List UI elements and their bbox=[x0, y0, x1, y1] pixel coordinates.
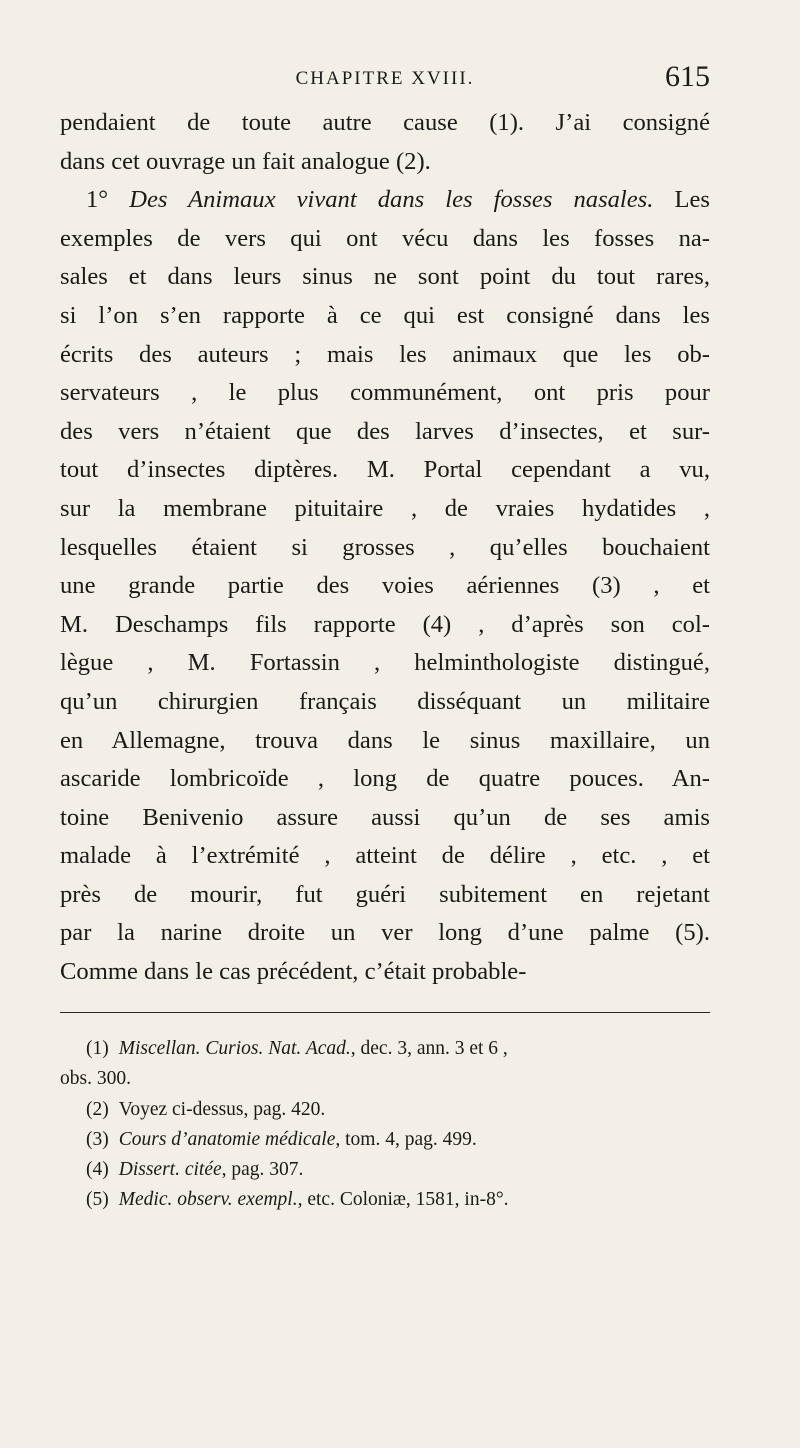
section-title: Des Animaux vivant dans les fosses nasales. bbox=[129, 186, 654, 214]
section-heading-continuation: Les bbox=[674, 186, 710, 214]
text-line: près de mourir, fut guéri subitement en rejetant bbox=[60, 880, 710, 908]
text-line: sales et dans leurs sinus ne sont point du tout rares, bbox=[60, 263, 710, 291]
section-heading-line bbox=[60, 181, 710, 220]
text-line: qu’un chirurgien français disséquant un militaire bbox=[60, 687, 710, 715]
footnote-number: (3) bbox=[86, 1128, 109, 1150]
text-line: servateurs , le plus communément, ont pris pour bbox=[60, 379, 710, 407]
text-line: toine Benivenio assure aussi qu’un de ses amis bbox=[60, 803, 710, 831]
footnote-number: (2) bbox=[86, 1098, 109, 1120]
footnote-text: Voyez ci-dessus, pag. 420. bbox=[118, 1098, 326, 1120]
footnote-source: Miscellan. Curios. Nat. Acad. bbox=[118, 1038, 351, 1059]
text-line: tout d’insectes diptères. M. Portal cependant a vu, bbox=[60, 456, 710, 484]
footnote-source: Cours d’anatomie médicale bbox=[118, 1128, 336, 1150]
footnote-1 bbox=[60, 1034, 720, 1064]
footnote-text: , etc. Coloniæ, 1581, in-8°. bbox=[297, 1189, 509, 1211]
text-line: ascaride lombricoïde , long de quatre pouces. An- bbox=[60, 765, 710, 793]
text-line: sur la membrane pituitaire , de vraies hydatides , bbox=[60, 494, 710, 522]
text-line: malade à l’extrémité , atteint de délire , etc. , et bbox=[60, 842, 710, 870]
footnote-3 bbox=[60, 1125, 720, 1155]
footnote-source: Medic. observ. exempl. bbox=[118, 1189, 298, 1211]
body-text bbox=[60, 104, 710, 992]
footnote-divider bbox=[60, 1012, 710, 1013]
footnote-number: (4) bbox=[86, 1159, 109, 1181]
text-line: en Allemagne, trouva dans le sinus maxillaire, un bbox=[60, 726, 710, 754]
footnote-1-continuation: obs. 300. bbox=[60, 1068, 131, 1090]
text-line: si l’on s’en rapporte à ce qui est consigné dans les bbox=[60, 301, 710, 329]
footnote-number: (1) bbox=[86, 1038, 109, 1059]
footnote-text: , tom. 4, pag. 499. bbox=[335, 1128, 477, 1150]
footnote-4 bbox=[60, 1155, 720, 1185]
footnote-2 bbox=[60, 1095, 720, 1125]
text-line: Comme dans le cas précédent, c’était probable- bbox=[60, 958, 527, 986]
text-line: dans cet ouvrage un fait analogue (2). bbox=[60, 147, 431, 175]
footnote-source: Dissert. citée bbox=[118, 1159, 222, 1181]
section-number: 1° bbox=[86, 186, 109, 214]
page-number: 615 bbox=[665, 60, 710, 93]
text-line: des vers n’étaient que des larves d’insectes, et sur- bbox=[60, 417, 710, 445]
text-line: lesquelles étaient si grosses , qu’elles bouchaient bbox=[60, 533, 710, 561]
footnote-number: (5) bbox=[86, 1189, 109, 1211]
running-head: CHAPITRE XVIII. bbox=[295, 68, 475, 89]
text-line: lègue , M. Fortassin , helminthologiste distingué, bbox=[60, 649, 710, 677]
footnote-5 bbox=[60, 1185, 720, 1215]
footnote-text: , dec. 3, ann. 3 et 6 , bbox=[350, 1038, 508, 1059]
text-line: par la narine droite un ver long d’une palme (5). bbox=[60, 919, 710, 947]
text-line: pendaient de toute autre cause (1). J’ai consigné bbox=[60, 109, 710, 136]
text-line: écrits des auteurs ; mais les animaux que les ob- bbox=[60, 340, 710, 368]
footnotes bbox=[60, 1034, 720, 1216]
text-line: une grande partie des voies aériennes (3) , et bbox=[60, 572, 710, 600]
text-line: M. Deschamps fils rapporte (4) , d’après son col- bbox=[60, 610, 710, 638]
footnote-text: , pag. 307. bbox=[221, 1159, 304, 1181]
text-line: exemples de vers qui ont vécu dans les fosses na- bbox=[60, 224, 710, 252]
page-header bbox=[60, 62, 710, 102]
